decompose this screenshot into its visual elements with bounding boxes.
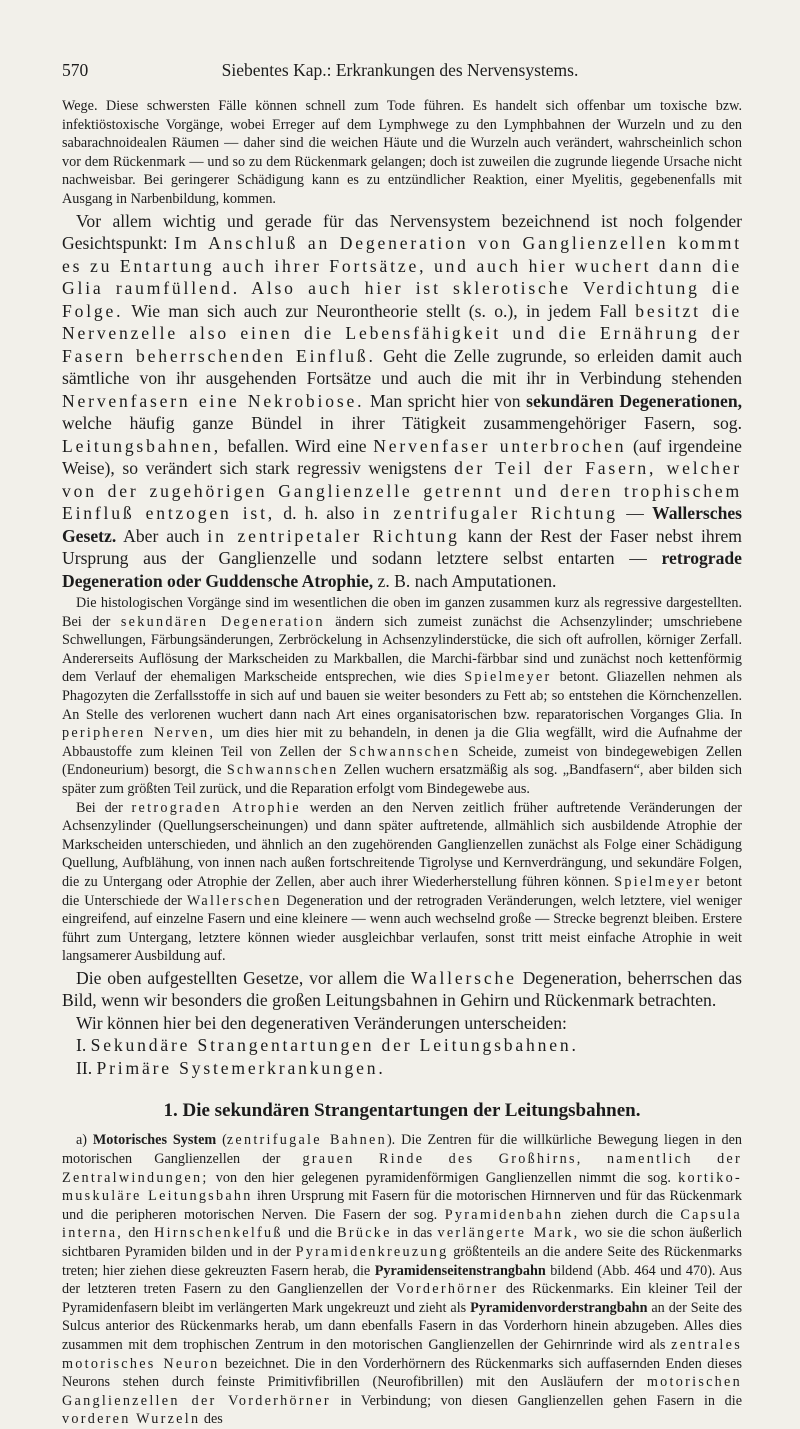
emphasis-text: Pyramidenkreuzung xyxy=(295,1244,449,1260)
text-run: Die oben aufgestellten Gesetze, vor allem die xyxy=(76,967,411,988)
text-run: des xyxy=(200,1411,223,1428)
page-header xyxy=(62,60,738,84)
text-run: ). Die Zentren für die willkürliche Bewegung liegen in den motorischen Ganglienzellen der xyxy=(62,1132,742,1168)
bold-term: Motorisches System xyxy=(92,1132,217,1149)
text-run: bildend (Abb. 464 und 470). Aus der letzteren treten Fasern zu den Ganglienzellen der xyxy=(62,1262,743,1298)
text-run: in Verbindung; von diesen Ganglienzellen gehen Fasern in die xyxy=(330,1392,742,1409)
list-text: Primäre Systemerkrankungen. xyxy=(96,1057,386,1078)
text-run: Aber auch xyxy=(116,525,208,546)
text-run: des Rückenmarks. Ein kleiner Teil der Pyramidenfasern bleibt im verlängerten Mark ungekreuzt und zieht als xyxy=(62,1281,742,1316)
text-run: z. B. nach Amputationen. xyxy=(373,570,557,591)
text-run: Degeneration und der retrograden Veränderungen, welch letztere, viel weniger eingreifend, auf einzelne Fasern und eine kleinere — wenn auch wechselnd große — Strecke begrenzt bleiben. Erstere führt zum Untergang, letztere können wieder ausgleichbar verlaufen, sonst tritt meist einfache Atrophie in weit langsamerer Ausbildung auf. xyxy=(62,892,742,965)
text-run: befallen. Wird eine xyxy=(221,435,374,456)
emphasis-text: verlängerte Mark, xyxy=(437,1225,580,1242)
emphasis-text: Nervenfaser unterbrochen xyxy=(373,435,627,456)
text-run: werden an den Nerven zeitlich früher auftretende Veränderungen der Achsenzylinder (Quellungserscheinungen) und dann später auftretende, allmählich sich ausbildende Atrophie der Markscheiden unterschieden, und ähnlich an den zugehörenden Ganglienzellen zunächst als Folge einer Schädigung Quellung, Aufblähung, von innen nach außen fortschreitende Tigrolyse und Kernverdrängung, und sekundäre Folgen, die zu Untergang oder Atrophie der Zellen, aber auch ihrer Wiederherstellung führen können. xyxy=(62,799,742,890)
text-run: ihren Ursprung mit Fasern für die motorischen Hirnnerven und für das Rückenmark und die peripheren motorischen Nerven. Die Fasern der sog. xyxy=(62,1188,743,1223)
author-name: Wallerschen xyxy=(186,892,282,909)
emphasis-text: der Teil der Fasern, welcher von der zugehörigen Ganglienzelle getrennt und deren trophischem Einfluß entzogen ist, xyxy=(62,458,742,524)
text-run: kann der Rest der Faser nebst ihrem Ursprung aus der Ganglienzelle und sodann letztere selbst entarten — xyxy=(62,525,742,569)
text-run: — xyxy=(617,503,653,524)
emphasis-text: grauen Rinde des Großhirns, namentlich der Zentralwindungen; xyxy=(62,1151,742,1186)
text-run: Degeneration, beherrschen das Bild, wenn wir besonders die großen Leitungsbahnen in Gehirn und Rückenmark betrachten. xyxy=(62,967,742,1011)
text-run: an der Seite des Sulcus anterior des Rückenmarks herab, um dann ebenfalls Fasern in das Vorderhorn hinein abzugeben. Alles dies zusammen mit dem trophischen Zentrum in den motorischen Ganglienzellen der Gehirnrinde wird als xyxy=(62,1299,742,1353)
text-run: größtenteils an die andere Seite des Rückenmarks treten; hier ziehen diese gekreuzten Fasern herab, die xyxy=(62,1244,742,1279)
paragraph-small-4 xyxy=(62,1131,742,1429)
page-body xyxy=(62,97,742,1429)
text-run: Man spricht hier von xyxy=(364,390,527,411)
emphasis-text: Leitungsbahnen, xyxy=(62,435,222,456)
text-run: ändern sich zumeist zunächst die Achsenzylinder; umschriebene Schwellungen, Färbungsänderungen, Zerbröckelung in Achsenzylinderstücke, die sich oft aufrollen, körniger Zerfall. Andererseits Auflösung der Markscheiden zu Markballen, die Marchi-färbbar sind und zunächst noch kettenförmig dem Verlauf der ehemaligen Markscheide entsprechen, wie dies xyxy=(62,613,742,686)
text-run: den xyxy=(123,1225,155,1242)
emphasis-text: zentrifugale Bahnen xyxy=(226,1132,387,1149)
emphasis-text: besitzt die Nervenzelle also einen die Lebensfähigkeit und die Ernährung der Fasern beherrschenden Einfluß. xyxy=(62,300,743,366)
paragraph-large-2 xyxy=(62,967,742,1012)
list-number: I. xyxy=(76,1035,87,1056)
text-run: welche häufig ganze Bündel in ihrer Tätigkeit zusammengehöriger Fasern, sog. xyxy=(62,413,742,434)
bold-term: retrograde Degeneration oder Guddensche Atrophie, xyxy=(62,548,742,591)
text-run: um dies hier mit zu behandeln, in denen ja die Glia wegfällt, wird die Aufnahme der Abbaustoffe zum kleinen Teil von Zellen der xyxy=(62,725,742,760)
text-run: ziehen durch die xyxy=(563,1206,681,1223)
author-name: Spielmeyer xyxy=(614,873,702,890)
author-name: Wallersche xyxy=(410,967,517,988)
emphasis-text: peripheren Nerven, xyxy=(62,725,216,742)
text-run: bezeichnet. Die in den Vorderhörnern des Rückenmarks sich auffasernden Enden dieses Neurons stehen durch feinste Primitivfibrillen (Neurofibrillen) mit den Ausläufern der xyxy=(62,1355,742,1391)
text-run: ( xyxy=(216,1132,227,1149)
text-run: Wie man sich auch zur Neurontheorie stellt (s. o.), in jedem Fall xyxy=(123,300,636,321)
emphasis-text: Pyramidenbahn xyxy=(444,1206,564,1223)
emphasis-text: Vorderhörner xyxy=(395,1281,499,1298)
emphasis-text: kortiko-muskuläre Leitungsbahn xyxy=(62,1169,742,1205)
text-run: Die histologischen Vorgänge sind im wesentlichen die oben im ganzen zusammen kurz als regressive dargestellten. Bei der xyxy=(62,595,742,630)
paragraph-small-3 xyxy=(62,799,742,966)
text-run: betont die Unterschiede der xyxy=(62,873,742,909)
emphasis-text: Nervenfasern eine Nekrobiose. xyxy=(62,390,365,411)
author-name: Spielmeyer xyxy=(464,669,552,686)
paragraph-small-1: Wege. Diese schwersten Fälle können schnell zum Tode führen. Es handelt sich offenbar um toxische bzw. infektiöstoxische Vorgänge, wobei Erreger auf dem Lymphwege zu den Lymphbahnen der Wurzeln und zu den sabarachnoidealen Räumen — daher sind die weichen Häute und die Wurzeln auch verändert, wahrscheinlich schon vor dem Rückenmark — und so zu dem Rückenmark gelangen; doch ist zuweilen die zugrunde liegende Ursache nicht nachweisbar. Bei geringerer Schädigung kann es zu entzündlicher Reaktion, einer Myelitis, gegebenenfalls mit Ausgang in Narbenbildung, kommen. xyxy=(62,98,742,207)
emphasis-text: Im Anschluß an Degeneration von Ganglienzellen kommt es zu Entartung auch ihrer Fortsätze, und auch hier wuchert dann die Glia raumfüllend. Also auch hier ist sklerotische Verdichtung die Folge. xyxy=(62,233,743,321)
author-name: Schwannschen xyxy=(226,762,339,779)
classification-list xyxy=(62,1034,742,1079)
text-run: wo sie die schon äußerlich sichtbaren Pyramiden bilden und in der xyxy=(62,1225,742,1260)
emphasis-text: in zentripetaler Richtung xyxy=(207,525,460,546)
text-run: Geht die Zelle zugrunde, so erleiden damit auch sämtliche von ihr ausgehenden Fortsätze und auch die mit ihr in Verbindung stehenden xyxy=(62,345,742,389)
text-run: Bei der xyxy=(76,799,132,816)
running-title: Siebentes Kap.: Erkrankungen des Nervensystems. xyxy=(221,60,579,80)
text-run: und die xyxy=(282,1225,338,1242)
emphasis-text: in zentrifugaler Richtung xyxy=(362,503,618,524)
list-number: II. xyxy=(76,1057,93,1078)
author-name: Schwannschen xyxy=(348,743,461,760)
text-run: (auf irgendeine Weise), so verändert sich stark regressiv wenigstens xyxy=(62,435,742,479)
text-run: Vor allem wichtig und gerade für das Nervensystem bezeichnend ist noch folgender Gesichtspunkt: xyxy=(62,210,742,254)
list-item xyxy=(62,1057,742,1080)
emphasis-text: zentrales motorisches Neuron xyxy=(62,1336,742,1372)
text-run: von den hier gelegenen pyramidenförmigen Ganglienzellen nimmt die sog. xyxy=(208,1169,679,1186)
emphasis-text: Capsula interna, xyxy=(62,1206,743,1242)
text-run: d. h. also xyxy=(275,503,363,524)
paragraph-large-1 xyxy=(62,210,742,593)
text-run: betont. Gliazellen nehmen als Phagozyten die Zerfallsstoffe in sich auf und bauen sie weiter besonders zu Fett ab; so entstehen die Körnchenzellen. An Stelle des verlorenen wuchert dann nach Art eines organisatorischen bzw. reparatorischen Vorganges Glia. In xyxy=(62,669,742,723)
bold-term: Pyramidenvorderstrangbahn xyxy=(470,1299,648,1316)
paragraph-small-2 xyxy=(62,594,742,799)
emphasis-text: Hirnschenkelfuß xyxy=(154,1225,283,1242)
emphasis-text: sekundären Degeneration xyxy=(120,613,325,630)
list-text: Sekundäre Strangentartungen der Leitungsbahnen. xyxy=(90,1035,579,1056)
paragraph-large-3: Wir können hier bei den degenerativen Veränderungen unterscheiden: xyxy=(76,1012,567,1033)
text-run: Scheide, zumeist von bindegewebigen Zellen (Endoneurium) besorgt, die xyxy=(62,743,742,779)
text-run: Zellen wuchern ersatzmäßig als sog. „Bandfasern“, aber bilden sich später zum größten Teil zurück, und die Reparation erfolgt vom Bindegewebe aus. xyxy=(62,762,742,797)
text-run: in das xyxy=(391,1225,438,1242)
emphasis-text: Brücke xyxy=(337,1225,392,1242)
page-number: 570 xyxy=(62,60,89,80)
bold-term: sekundären Degenerationen, xyxy=(526,390,742,411)
list-item xyxy=(62,1034,742,1057)
bold-term: Wallersches Gesetz. xyxy=(62,503,743,546)
text-run: a) xyxy=(76,1132,93,1149)
emphasis-text: retrograden Atrophie xyxy=(131,799,301,816)
emphasis-text: motorischen Ganglienzellen der Vorderhörner xyxy=(62,1374,742,1409)
emphasis-text: vorderen Wurzeln xyxy=(62,1411,201,1428)
section-heading: 1. Die sekundären Strangentartungen der Leitungsbahnen. xyxy=(163,1100,641,1122)
bold-term: Pyramidenseitenstrangbahn xyxy=(374,1262,546,1279)
